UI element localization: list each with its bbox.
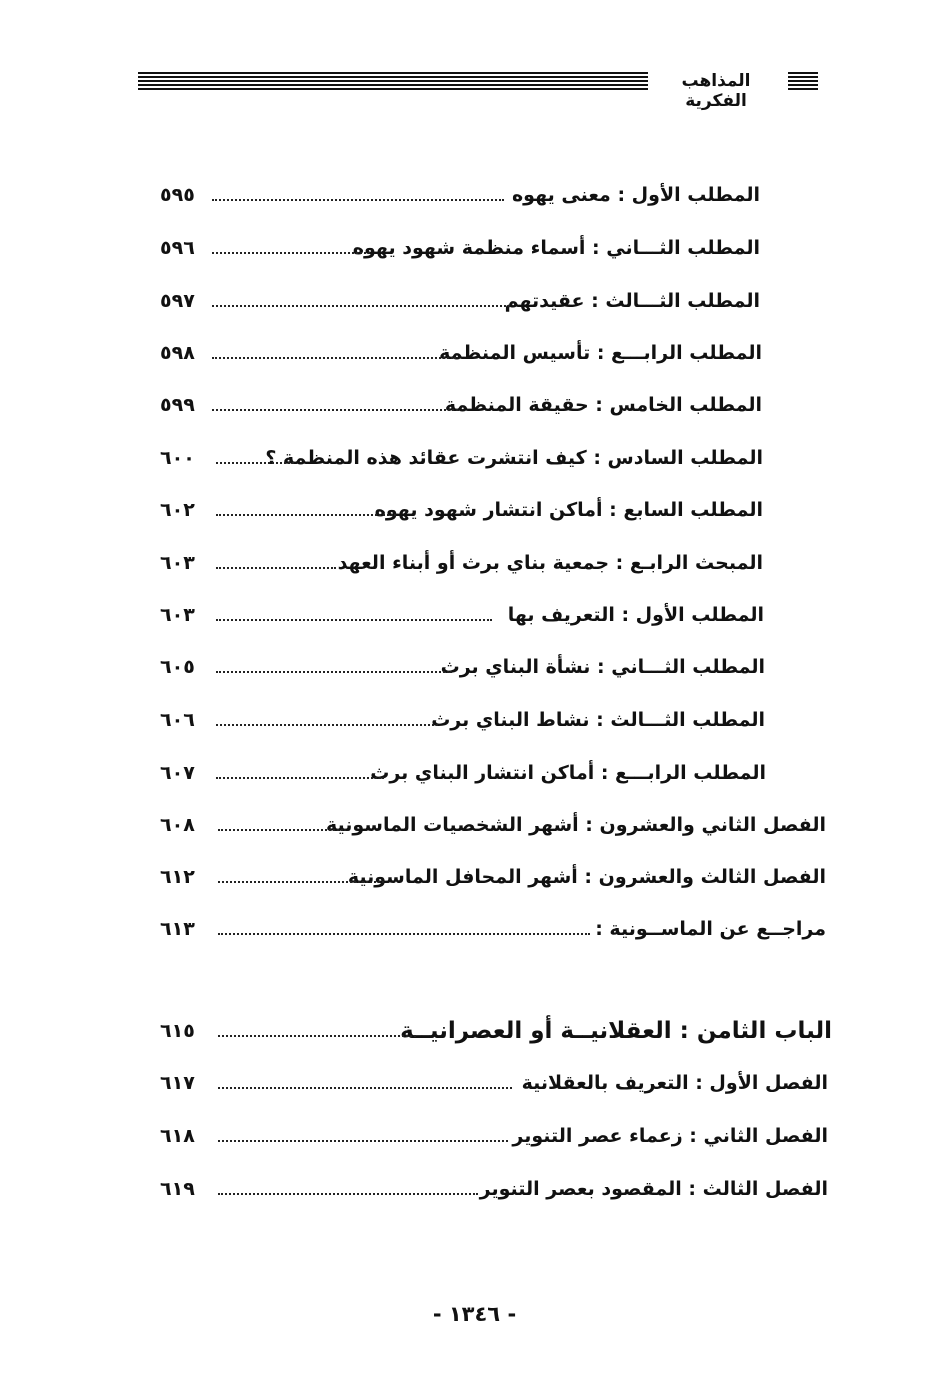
toc-leader-dots	[218, 881, 384, 883]
toc-entry	[160, 233, 760, 263]
toc-page-number: ٦٠٢	[160, 499, 195, 521]
toc-entry	[160, 758, 766, 788]
toc-entry-label: الفصل الثاني والعشرون : أشهر الشخصيات الماسونية	[325, 814, 826, 836]
toc-page-number: ٥٩٦	[160, 237, 195, 259]
toc-leader-dots	[216, 567, 336, 569]
toc-leader-dots	[216, 724, 438, 726]
toc-entry-label: المطلب السابع : أماكن انتشار شهود يهوه	[374, 499, 763, 521]
toc-entry-label: الفصل الأول : التعريف بالعقلانية	[521, 1072, 828, 1094]
toc-entry	[160, 180, 760, 210]
toc-leader-dots	[216, 462, 294, 464]
toc-leader-dots	[218, 1140, 508, 1142]
toc-entry-label: الفصل الثاني : زعماء عصر التنوير	[512, 1125, 828, 1147]
header-rule-right	[788, 72, 818, 94]
toc-entry-label: المطلب الثـــاني : نشأة البناي برث	[440, 656, 765, 678]
running-header	[138, 68, 818, 111]
toc-leader-dots	[216, 514, 396, 516]
toc-page-number: ٦١٥	[160, 1020, 195, 1042]
toc-page-number: ٦١٣	[160, 918, 195, 940]
toc-entry-label: المطلب الثـــاني : أسماء منظمة شهود يهوه	[352, 237, 760, 259]
toc-entry-label: المطلب الأول : معنى يهوه	[511, 184, 760, 206]
toc-page-number: ٦٠٣	[160, 552, 195, 574]
toc-entry-label: المطلب السادس : كيف انتشرت عقائد هذه المنظمة ؟	[265, 447, 763, 469]
toc-leader-dots	[218, 829, 346, 831]
toc-leader-dots	[212, 199, 504, 201]
toc-page-number: ٥٩٩	[160, 394, 195, 416]
toc-entry-label: الباب الثامن : العقلانيــة أو العصرانيــة	[400, 1018, 832, 1044]
toc-leader-dots	[218, 1087, 512, 1089]
toc-entry	[160, 443, 763, 473]
toc-entry	[160, 652, 765, 682]
toc-entry	[160, 338, 762, 368]
toc-entry	[160, 810, 826, 840]
toc-leader-dots	[212, 305, 510, 307]
toc-entry-label: الفصل الثالث والعشرون : أشهر المحافل الماسونية	[347, 866, 826, 888]
toc-leader-dots	[216, 671, 452, 673]
toc-entry	[160, 286, 760, 316]
toc-page-number: ٥٩٨	[160, 342, 195, 364]
toc-entry	[160, 495, 763, 525]
toc-leader-dots	[218, 1193, 478, 1195]
toc-entry-label: المطلب الثـــالث : نشاط البناي برث	[431, 709, 765, 731]
toc-page-number: ٥٩٥	[160, 184, 195, 206]
toc-entry-label: المطلب الثـــالث : عقيدتهم	[504, 290, 760, 312]
toc-leader-dots	[218, 1035, 416, 1037]
toc-entry	[160, 705, 765, 735]
toc-entry-label: مراجــع عن الماســونية :	[595, 918, 826, 940]
toc-part-entry	[160, 1016, 832, 1046]
toc-entry	[160, 862, 826, 892]
toc-page-number: ٦٠٦	[160, 709, 195, 731]
toc-entry-label: المبحث الرابـع : جمعية بناي برث أو أبناء العهد	[337, 552, 763, 574]
toc-leader-dots	[212, 252, 370, 254]
page-number-footer: - ١٣٤٦ -	[432, 1302, 517, 1326]
toc-page-number: ٦٠٧	[160, 762, 195, 784]
toc-entry	[160, 1174, 828, 1204]
toc-leader-dots	[212, 357, 456, 359]
toc-entry	[160, 548, 763, 578]
toc-page-number: ٦٠٠	[160, 447, 195, 469]
toc-leader-dots	[218, 933, 590, 935]
toc-entry-label: المطلب الرابـــع : أماكن انتشار البناي برث	[370, 762, 766, 784]
toc-leader-dots	[216, 619, 492, 621]
toc-page-number: ٦٠٣	[160, 604, 195, 626]
toc-page-number: ٦١٩	[160, 1178, 195, 1200]
toc-entry	[160, 390, 762, 420]
toc-entry	[160, 914, 826, 944]
toc-page-number: ٦٠٥	[160, 656, 195, 678]
toc-entry	[160, 1121, 828, 1151]
toc-page-number: ٦٠٨	[160, 814, 195, 836]
toc-page-number: ٦١٨	[160, 1125, 195, 1147]
toc-entry	[160, 1068, 828, 1098]
header-rule-left	[138, 72, 648, 94]
toc-entry-label: المطلب الأول : التعريف بها	[507, 604, 764, 626]
toc-entry-label: الفصل الثالث : المقصود بعصر التنوير	[479, 1178, 828, 1200]
toc-page-number: ٥٩٧	[160, 290, 195, 312]
toc-leader-dots	[212, 409, 458, 411]
toc-entry	[160, 600, 764, 630]
toc-page-number: ٦١٧	[160, 1072, 195, 1094]
header-title: المذاهب الفكرية	[681, 71, 751, 111]
toc-entry-label: المطلب الخامس : حقيقة المنظمة	[444, 394, 762, 416]
toc-entry-label: المطلب الرابـــع : تأسيس المنظمة	[439, 342, 762, 364]
toc-leader-dots	[216, 777, 384, 779]
toc-page-number: ٦١٢	[160, 866, 195, 888]
